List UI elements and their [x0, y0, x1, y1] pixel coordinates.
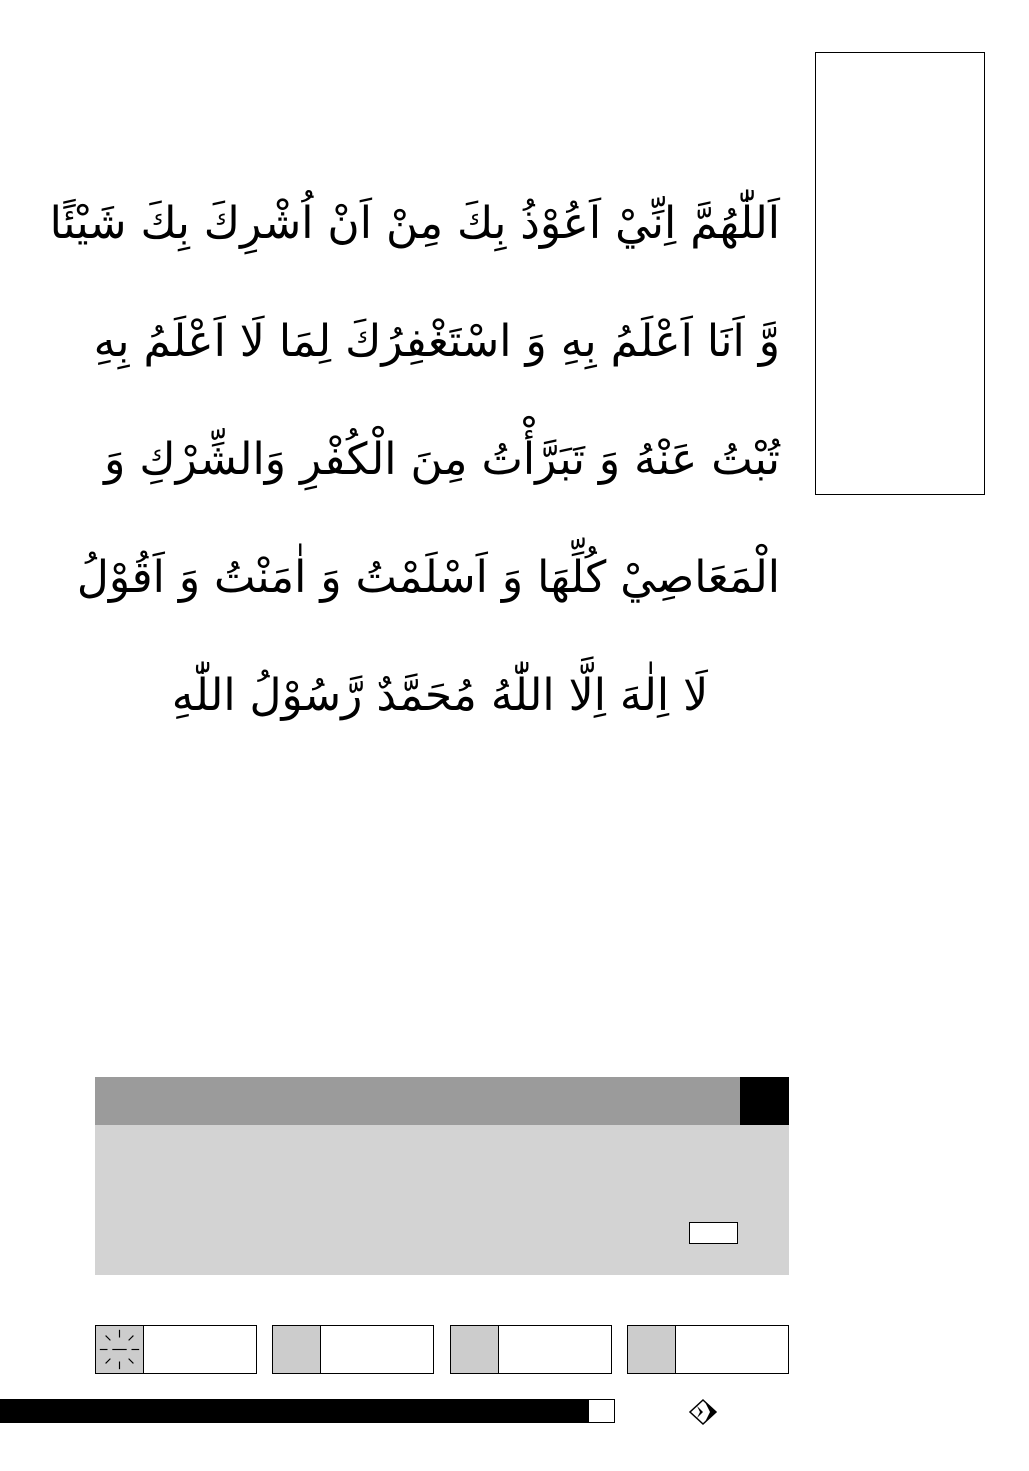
prayer-text	[49, 165, 780, 755]
prayer-line-3: تُبْتُ عَنْهُ وَ تَبَرَّأْتُ مِنَ الْكُفْرِ وَالشِّرْكِ وَ	[104, 434, 780, 485]
dialog-ok-button[interactable]	[689, 1222, 738, 1244]
diamond-icon[interactable]	[688, 1398, 718, 1426]
dialog-box	[95, 1077, 789, 1275]
field-group-2	[272, 1325, 434, 1374]
side-panel	[815, 52, 985, 495]
field-input-4[interactable]	[676, 1325, 789, 1374]
dialog-titlebar[interactable]	[95, 1077, 789, 1125]
field-icon-2[interactable]	[272, 1325, 321, 1374]
prayer-line-5: لَا اِلٰهَ اِلَّا اللّٰهُ مُحَمَّدٌ رَّسُوْلُ اللّٰهِ	[171, 670, 709, 721]
field-input-1[interactable]	[144, 1325, 257, 1374]
field-icon-3[interactable]	[450, 1325, 499, 1374]
field-group-3	[450, 1325, 612, 1374]
field-icon-4[interactable]	[627, 1325, 676, 1374]
prayer-line-1: اَللّٰهُمَّ اِنِّيْ اَعُوْذُ بِكَ مِنْ اَنْ اُشْرِكَ بِكَ شَيْئًا	[49, 198, 780, 249]
prayer-line-2: وَّ اَنَا اَعْلَمُ بِهِ وَ اسْتَغْفِرُكَ لِمَا لَا اَعْلَمُ بِهِ	[93, 316, 780, 367]
field-input-2[interactable]	[321, 1325, 434, 1374]
sun-icon[interactable]	[95, 1325, 144, 1374]
prayer-line-4: الْمَعَاصِيْ كُلِّهَا وَ اَسْلَمْتُ وَ اٰمَنْتُ وَ اَقُوْلُ	[76, 552, 780, 603]
field-group-4	[627, 1325, 789, 1374]
dialog-close-button[interactable]	[740, 1077, 789, 1125]
field-input-3[interactable]	[499, 1325, 612, 1374]
progress-bar	[0, 1399, 615, 1423]
progress-fill	[1, 1400, 589, 1422]
sun-icon-graphic	[96, 1326, 143, 1373]
field-group-1	[95, 1325, 257, 1374]
